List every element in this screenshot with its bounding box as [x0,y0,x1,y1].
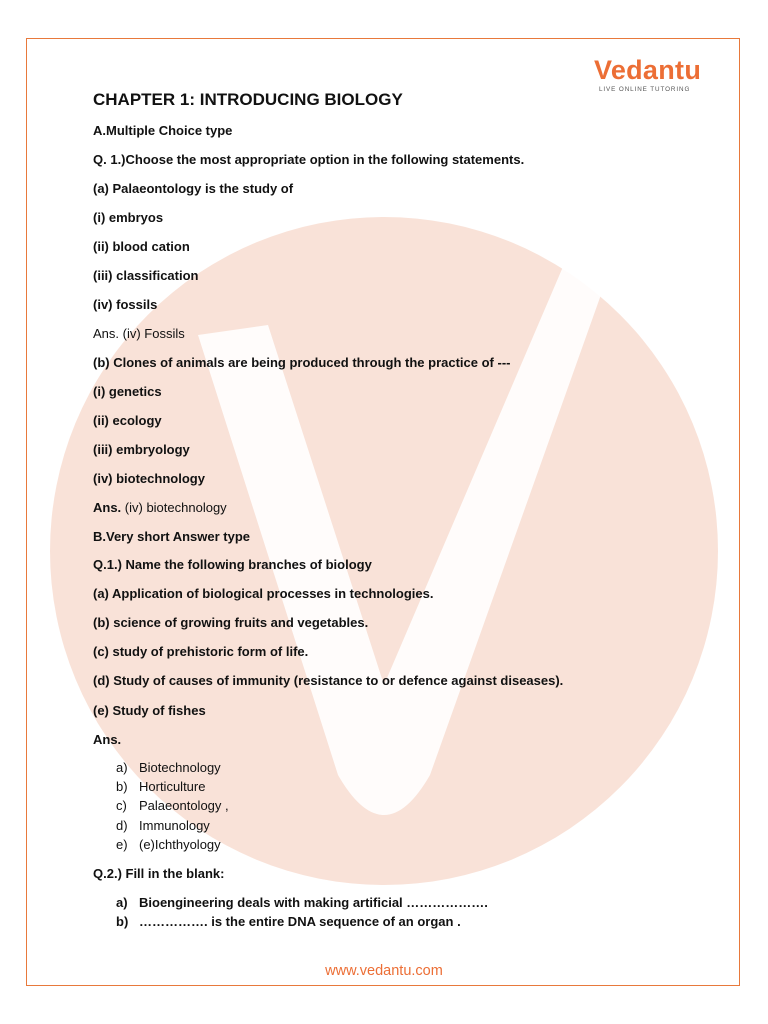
page-title: CHAPTER 1: INTRODUCING BIOLOGY [93,90,403,109]
answer-marker-b: b) [116,779,128,794]
option-b-4: (iv) biotechnology [93,471,205,486]
option-b-3: (iii) embryology [93,442,190,457]
fill-text-b: ……………. is the entire DNA sequence of an organ . [139,914,461,929]
question-1: Q. 1.)Choose the most appropriate option in the following statements. [93,152,525,167]
vq1-item-a: (a) Application of biological processes in technologies. [93,586,434,601]
answer-text-a: Biotechnology [139,760,221,775]
vq1-item-b: (b) science of growing fruits and vegetables. [93,615,369,630]
answer-text-b: Horticulture [139,779,206,794]
answer-text-c: Palaeontology , [139,798,229,813]
question-b: (b) Clones of animals are being produced through the practice of --- [93,355,511,370]
fill-text-a: Bioengineering deals with making artificial ………………. [139,895,488,910]
answer-b-text: (iv) biotechnology [121,500,227,515]
section-a-heading: A.Multiple Choice type [93,123,233,138]
fill-marker-b: b) [116,914,129,929]
answer-marker-d: d) [116,818,128,833]
answer-marker-e: e) [116,837,128,852]
answer-b-label: Ans. [93,500,122,515]
option-a-3: (iii) classification [93,268,199,283]
vedantu-logo[interactable] [594,55,706,97]
option-a-4: (iv) fossils [93,297,158,312]
answer-text-e: (e)Ichthyology [139,837,221,852]
answer-marker-c: c) [116,798,127,813]
vq1-question: Q.1.) Name the following branches of biology [93,557,372,572]
vq2-question: Q.2.) Fill in the blank: [93,866,225,881]
vq1-item-d: (d) Study of causes of immunity (resistance to or defence against diseases). [93,673,564,688]
answer-a: Ans. (iv) Fossils [93,326,185,341]
answer-text-d: Immunology [139,818,210,833]
logo-wordmark: Vedantu [594,55,702,85]
answer-marker-a: a) [116,760,128,775]
option-b-2: (ii) ecology [93,413,162,428]
fill-marker-a: a) [116,895,128,910]
option-a-2: (ii) blood cation [93,239,190,254]
vq1-item-c: (c) study of prehistoric form of life. [93,644,309,659]
option-a-1: (i) embryos [93,210,164,225]
vq1-item-e: (e) Study of fishes [93,703,206,718]
question-a: (a) Palaeontology is the study of [93,181,294,196]
logo-tagline: LIVE ONLINE TUTORING [599,86,691,93]
section-b-heading: B.Very short Answer type [93,529,251,544]
vq1-ans-label: Ans. [93,732,122,747]
answer-b [93,500,227,516]
footer-url-link[interactable]: www.vedantu.com [325,963,443,979]
option-b-1: (i) genetics [93,384,162,399]
